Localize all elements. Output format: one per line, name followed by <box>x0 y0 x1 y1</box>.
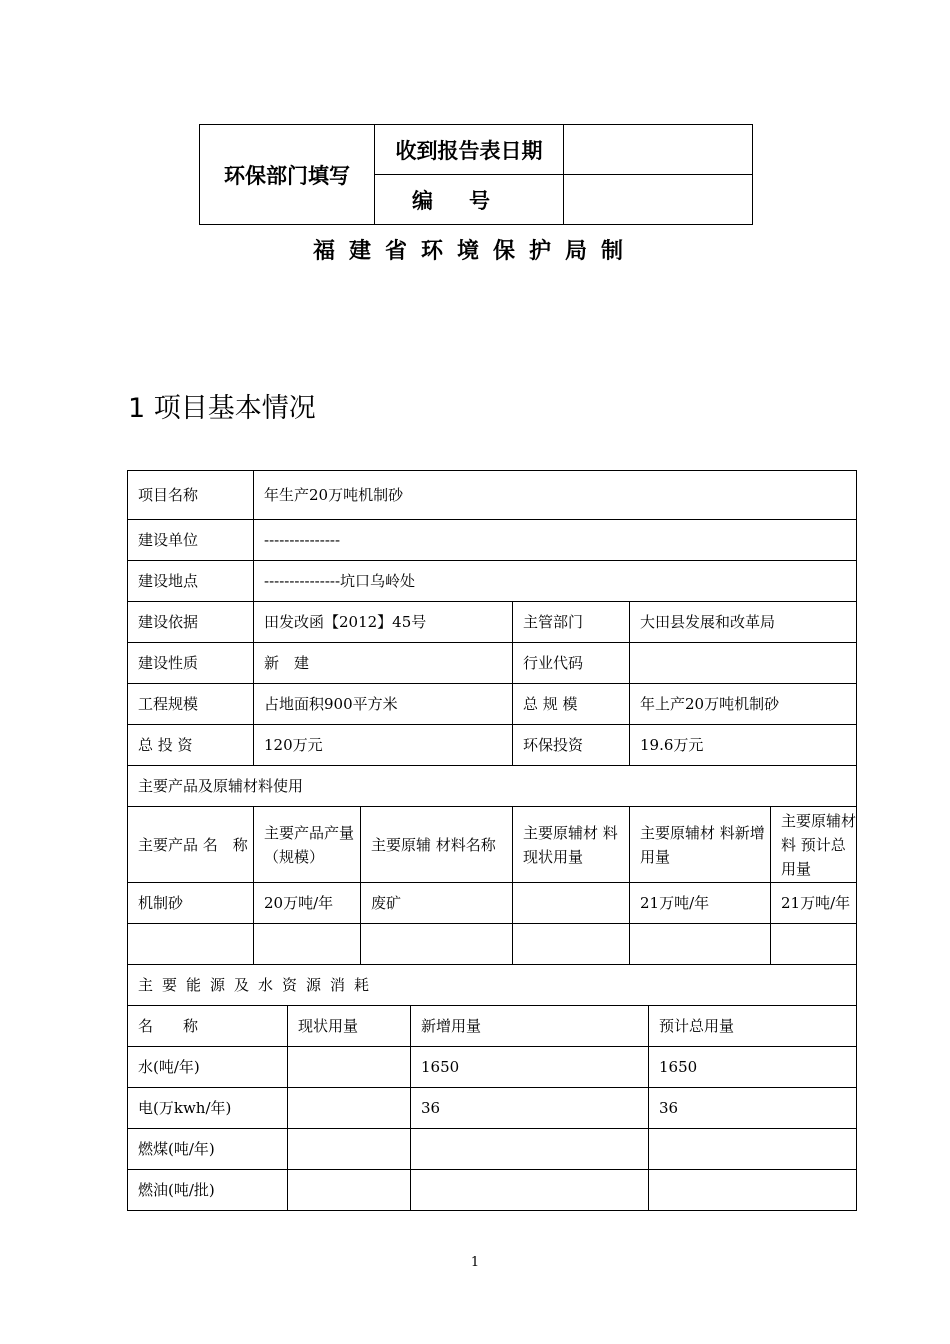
materials-header: 主要原辅 材料名称 <box>361 807 513 883</box>
investment-label: 总 投 资 <box>128 725 254 766</box>
investment-value: 120万元 <box>254 725 513 766</box>
energy-cell <box>288 1047 411 1088</box>
received-date-label: 收到报告表日期 <box>375 125 564 175</box>
energy-cell: 燃油(吨/批) <box>128 1170 288 1211</box>
basis-value: 田发改函【2012】45号 <box>254 602 513 643</box>
materials-cell <box>513 924 630 965</box>
table-row <box>128 807 857 883</box>
materials-cell: 机制砂 <box>128 883 254 924</box>
materials-header: 主要原辅材 料新增用量 <box>630 807 771 883</box>
location-label: 建设地点 <box>128 561 254 602</box>
materials-header: 主要原辅材 料现状用量 <box>513 807 630 883</box>
table-row <box>128 965 857 1006</box>
energy-header: 现状用量 <box>288 1006 411 1047</box>
env-investment-value: 19.6万元 <box>630 725 857 766</box>
materials-cell <box>513 883 630 924</box>
table-row <box>128 1047 857 1088</box>
energy-cell <box>288 1129 411 1170</box>
number-value <box>564 175 753 225</box>
energy-section-label: 主要能源及水资源消耗 <box>128 965 857 1006</box>
energy-cell: 电(万kwh/年) <box>128 1088 288 1129</box>
dept-fill-table <box>199 124 753 225</box>
energy-cell: 36 <box>411 1088 649 1129</box>
table-row <box>128 602 857 643</box>
table-row <box>128 924 857 965</box>
materials-header: 主要产品 名 称 <box>128 807 254 883</box>
table-row <box>128 643 857 684</box>
nature-value: 新 建 <box>254 643 513 684</box>
energy-cell: 1650 <box>649 1047 857 1088</box>
energy-cell <box>411 1129 649 1170</box>
scale-value: 占地面积900平方米 <box>254 684 513 725</box>
materials-cell <box>254 924 361 965</box>
industry-code-value <box>630 643 857 684</box>
materials-cell <box>361 924 513 965</box>
energy-cell: 燃煤(吨/年) <box>128 1129 288 1170</box>
energy-header: 新增用量 <box>411 1006 649 1047</box>
table-row <box>128 725 857 766</box>
nature-label: 建设性质 <box>128 643 254 684</box>
industry-code-label: 行业代码 <box>513 643 630 684</box>
table-row <box>128 883 857 924</box>
materials-cell: 20万吨/年 <box>254 883 361 924</box>
number-label: 编号 <box>375 175 564 225</box>
env-investment-label: 环保投资 <box>513 725 630 766</box>
materials-cell <box>771 924 857 965</box>
total-scale-label: 总 规 模 <box>513 684 630 725</box>
project-basic-info-table <box>127 470 857 1211</box>
dept-fill-label: 环保部门填写 <box>200 125 375 225</box>
table-row <box>128 684 857 725</box>
materials-section-label: 主要产品及原辅材料使用 <box>128 766 857 807</box>
materials-header: 主要原辅材料 预计总用量 <box>771 807 857 883</box>
project-name-value: 年生产20万吨机制砂 <box>254 471 857 520</box>
table-row <box>128 766 857 807</box>
materials-cell: 21万吨/年 <box>771 883 857 924</box>
issuing-organization: 福建省环境保护局制 <box>312 239 637 264</box>
energy-cell: 水(吨/年) <box>128 1047 288 1088</box>
materials-cell: 废矿 <box>361 883 513 924</box>
table-row <box>128 561 857 602</box>
builder-label: 建设单位 <box>128 520 254 561</box>
table-row <box>128 1170 857 1211</box>
table-row <box>128 520 857 561</box>
location-value: ---------------坑口乌岭处 <box>254 561 857 602</box>
table-row <box>128 1006 857 1047</box>
energy-header: 预计总用量 <box>649 1006 857 1047</box>
materials-cell <box>128 924 254 965</box>
materials-cell <box>630 924 771 965</box>
authority-label: 主管部门 <box>513 602 630 643</box>
energy-cell: 36 <box>649 1088 857 1129</box>
table-row <box>128 1088 857 1129</box>
authority-value: 大田县发展和改革局 <box>630 602 857 643</box>
table-row <box>128 471 857 520</box>
energy-cell <box>649 1129 857 1170</box>
materials-header: 主要产品产量 （规模） <box>254 807 361 883</box>
energy-cell <box>411 1170 649 1211</box>
materials-cell: 21万吨/年 <box>630 883 771 924</box>
project-name-label: 项目名称 <box>128 471 254 520</box>
scale-label: 工程规模 <box>128 684 254 725</box>
received-date-value <box>564 125 753 175</box>
basis-label: 建设依据 <box>128 602 254 643</box>
energy-cell <box>288 1170 411 1211</box>
energy-header: 名 称 <box>128 1006 288 1047</box>
energy-cell <box>288 1088 411 1129</box>
total-scale-value: 年上产20万吨机制砂 <box>630 684 857 725</box>
energy-cell: 1650 <box>411 1047 649 1088</box>
builder-value: --------------- <box>254 520 857 561</box>
page-number: 1 <box>470 1255 480 1270</box>
section-title: 1 项目基本情况 <box>128 393 316 424</box>
table-row <box>128 1129 857 1170</box>
energy-cell <box>649 1170 857 1211</box>
